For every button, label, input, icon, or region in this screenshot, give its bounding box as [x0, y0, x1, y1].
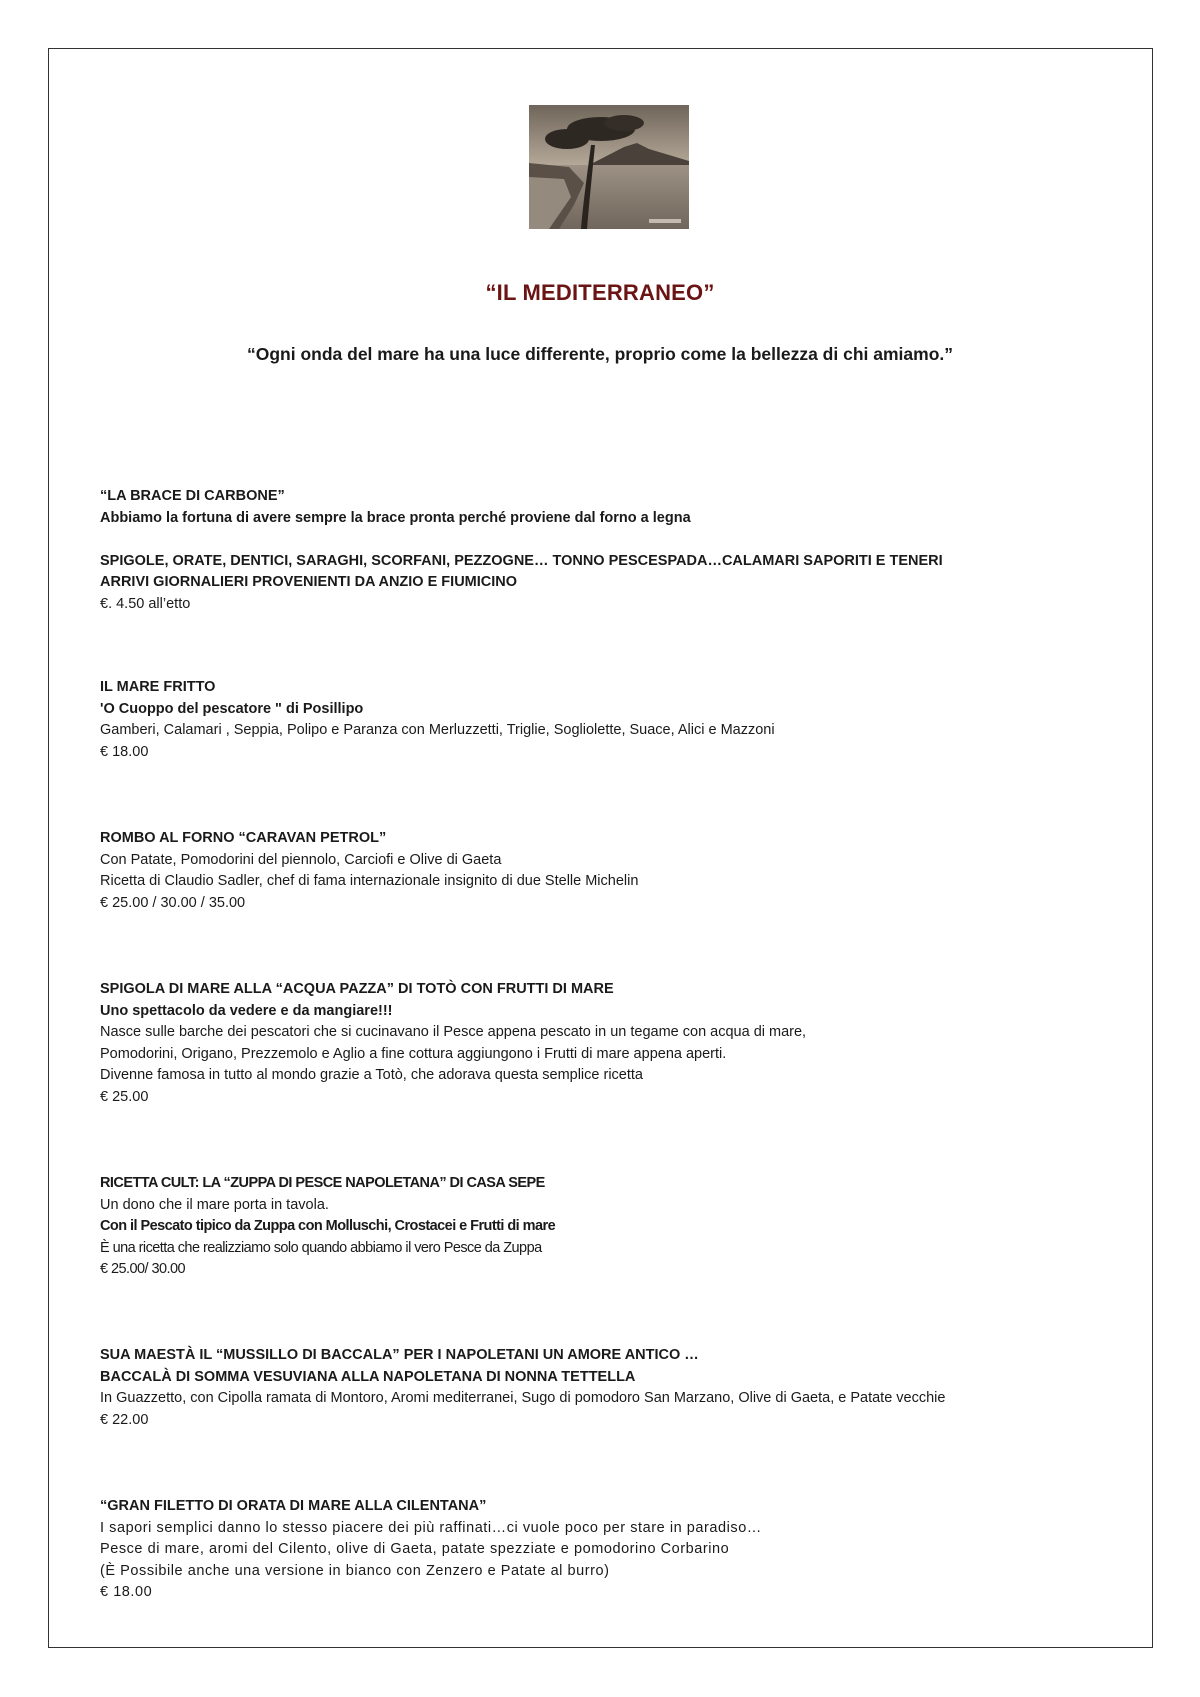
dish-price: € 18.00	[100, 1584, 153, 1600]
dish-price: € 25.00	[100, 1088, 149, 1105]
dish-title: ROMBO AL FORNO “CARAVAN PETROL”	[100, 830, 387, 846]
dish-title: IL MARE FRITTO	[100, 679, 216, 695]
dish-line: SPIGOLE, ORATE, DENTICI, SARAGHI, SCORFANI, PEZZOGNE… TONNO PESCESPADA…CALAMARI SAPORITI E TENERI	[100, 552, 943, 569]
dish-line: Divenne famosa in tutto al mondo grazie a Totò, che adorava questa semplice ricetta	[100, 1067, 643, 1083]
dish-line: Pesce di mare, aromi del Cilento, olive di Gaeta, patate spezziate e pomodorino Corbarino	[100, 1541, 730, 1557]
dish-title: SPIGOLA DI MARE ALLA “ACQUA PAZZA” DI TOTÒ CON FRUTTI DI MARE	[100, 981, 614, 997]
dish-line: Abbiamo la fortuna di avere sempre la brace pronta perché proviene dal forno a legna	[100, 509, 691, 526]
dish-line: Pomodorini, Origano, Prezzemolo e Aglio a fine cottura aggiungono i Frutti di mare appena aperti.	[100, 1045, 727, 1062]
dish-line: I sapori semplici danno lo stesso piacere dei più raffinati…ci vuole poco per stare in paradiso…	[100, 1519, 762, 1536]
dish-line: Con il Pescato tipico da Zuppa con Molluschi, Crostacei e Frutti di mare	[100, 1218, 556, 1234]
dish-title: RICETTA CULT: LA “ZUPPA DI PESCE NAPOLETANA” DI CASA SEPE	[100, 1175, 545, 1191]
dish-price: € 18.00	[100, 743, 149, 760]
spacer	[100, 529, 1120, 551]
dish-title: SUA MAESTÀ IL “MUSSILLO DI BACCALA” PER I NAPOLETANI UN AMORE ANTICO …	[100, 1347, 699, 1363]
dish-line: Un dono che il mare porta in tavola.	[100, 1196, 329, 1213]
dish-line: Uno spettacolo da vedere e da mangiare!!!	[100, 1002, 393, 1019]
menu-section-zuppa	[100, 1173, 1120, 1281]
menu-title: “IL MEDITERRANEO”	[485, 280, 715, 305]
menu-section-orata	[100, 1496, 1120, 1604]
dish-line: Con Patate, Pomodorini del piennolo, Carciofi e Olive di Gaeta	[100, 851, 502, 868]
dish-line: È una ricetta che realizziamo solo quando abbiamo il vero Pesce da Zuppa	[100, 1239, 542, 1256]
menu-section-rombo	[100, 828, 1120, 914]
dish-title: “LA BRACE DI CARBONE”	[100, 488, 285, 504]
dish-line: (È Possibile anche una versione in bianco con Zenzero e Patate al burro)	[100, 1562, 610, 1579]
dish-title: “GRAN FILETTO DI ORATA DI MARE ALLA CILENTANA”	[100, 1498, 487, 1514]
menu-section-spigola	[100, 979, 1120, 1108]
dish-line: BACCALÀ DI SOMMA VESUVIANA ALLA NAPOLETANA DI NONNA TETTELLA	[100, 1368, 636, 1385]
menu-section-mare-fritto	[100, 677, 1120, 763]
vintage-naples-bay-photo	[529, 105, 689, 229]
dish-price: € 22.00	[100, 1411, 149, 1428]
dish-line: In Guazzetto, con Cipolla ramata di Montoro, Aromi mediterranei, Sugo di pomodoro San Marzano, Olive di Gaeta, e Patate vecchie	[100, 1390, 946, 1406]
menu-section-brace	[100, 486, 1120, 615]
dish-price: € 25.00/ 30.00	[100, 1261, 186, 1277]
dish-line: 'O Cuoppo del pescatore " di Posillipo	[100, 700, 364, 717]
dish-line: Ricetta di Claudio Sadler, chef di fama internazionale insignito di due Stelle Michelin	[100, 873, 639, 889]
dish-line: Gamberi, Calamari , Seppia, Polipo e Paranza con Merluzzetti, Triglie, Sogliolette, Suace, Alici e Mazzoni	[100, 722, 775, 738]
dish-price: €. 4.50 all’etto	[100, 595, 191, 612]
dish-price: € 25.00 / 30.00 / 35.00	[100, 894, 246, 911]
dish-line: ARRIVI GIORNALIERI PROVENIENTI DA ANZIO E FIUMICINO	[100, 574, 518, 590]
menu-tagline: “Ogni onda del mare ha una luce differente, proprio come la bellezza di chi amiamo.”	[247, 344, 953, 364]
menu-section-baccala	[100, 1345, 1120, 1431]
dish-line: Nasce sulle barche dei pescatori che si cucinavano il Pesce appena pescato in un tegame con acqua di mare,	[100, 1024, 807, 1040]
